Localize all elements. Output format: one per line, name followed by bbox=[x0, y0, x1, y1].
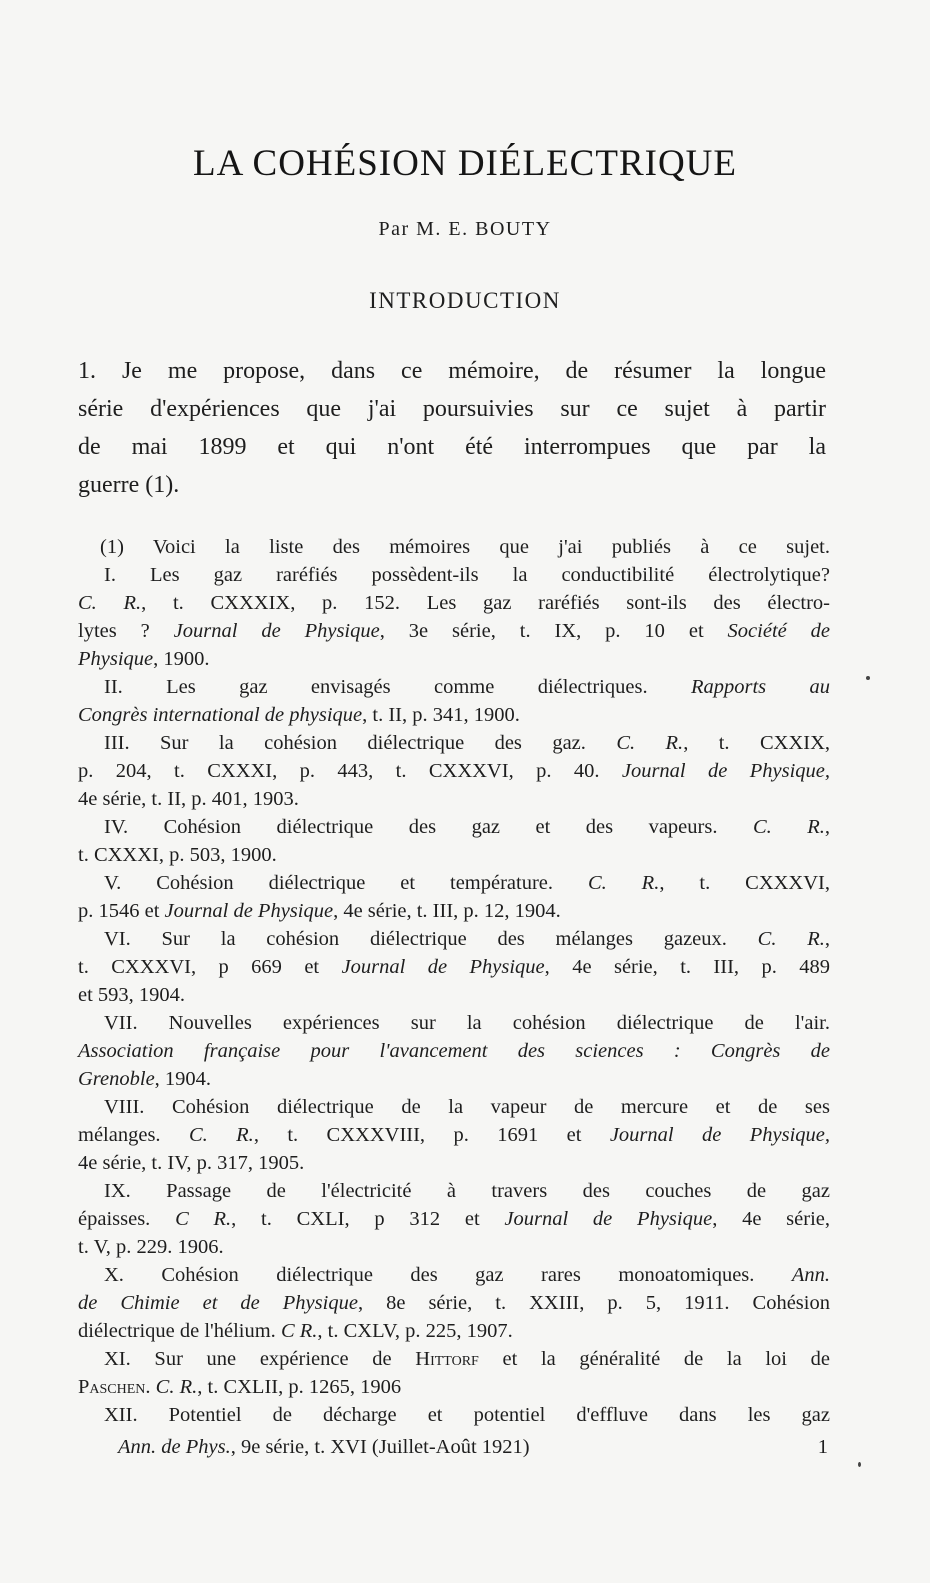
footnote-line bbox=[78, 1261, 830, 1289]
footnote-line bbox=[78, 1289, 830, 1317]
footnote-text: mélanges. bbox=[78, 1124, 189, 1146]
footnote-text: épaisses. bbox=[78, 1208, 176, 1230]
footnote-line bbox=[78, 813, 830, 841]
section-heading: INTRODUCTION bbox=[369, 288, 561, 313]
footer-text: , 9e série, t. XVI (Juillet-Août 1921) bbox=[230, 1436, 530, 1458]
author-name: Paschen bbox=[78, 1376, 146, 1398]
journal-title: Congrès international de physique bbox=[78, 704, 363, 726]
page-number: 1 bbox=[817, 1436, 828, 1458]
footnote-line bbox=[78, 757, 830, 785]
footnote-text: , 3e série, t. IX, p. 10 et bbox=[379, 620, 728, 642]
footnote-text: , t. CXLV, p. 225, 1907. bbox=[317, 1320, 513, 1342]
footnote-line: XII. Potentiel de décharge et potentiel d'effluve dans les gaz bbox=[104, 1404, 830, 1426]
footnote-line: Association française pour l'avancement des sciences : Congrès de bbox=[78, 1040, 830, 1062]
footnote-text: t. CXXXVI, p 669 et bbox=[78, 956, 342, 978]
footnote-line: t. V, p. 229. 1906. bbox=[78, 1236, 224, 1258]
journal-abbrev: C. R. bbox=[188, 1124, 254, 1146]
journal-title: Journal de Physique bbox=[341, 956, 545, 978]
footnote-line bbox=[78, 897, 830, 925]
footnote-line: 4e série, t. IV, p. 317, 1905. bbox=[78, 1152, 305, 1174]
footnote-text: p. 204, t. CXXXI, p. 443, t. CXXXVI, p. 40. bbox=[78, 760, 622, 782]
footnote-text: VI. Sur la cohésion diélectrique des mélanges gazeux. bbox=[104, 928, 758, 950]
scan-speck bbox=[858, 1462, 861, 1467]
footnote-line: I. Les gaz raréfiés possèdent-ils la conductibilité électrolytique? bbox=[104, 564, 830, 586]
footnote-line bbox=[78, 729, 830, 757]
footnote-line: VIII. Cohésion diélectrique de la vapeur de mercure et de ses bbox=[104, 1096, 830, 1118]
footnote-text: II. Les gaz envisagés comme diélectriques. bbox=[104, 676, 691, 698]
footnote-text: , t. CXXXIX, p. 152. Les gaz raréfiés sont-ils des électro- bbox=[141, 592, 830, 614]
journal-abbrev: C R. bbox=[280, 1320, 318, 1342]
footnote-text: , t. CXXXVI, bbox=[659, 872, 830, 894]
journal-title: Journal de Physique bbox=[504, 1208, 713, 1230]
footnote-line bbox=[78, 701, 830, 729]
article-title: LA COHÉSION DIÉLECTRIQUE bbox=[192, 143, 737, 184]
footnote-line: VII. Nouvelles expériences sur la cohésion diélectrique de l'air. bbox=[104, 1012, 830, 1034]
intro-paragraph bbox=[78, 352, 826, 504]
scan-speck bbox=[866, 676, 870, 680]
footnote-line: (1) Voici la liste des mémoires que j'ai publiés à ce sujet. bbox=[100, 536, 830, 558]
journal-title: Journal de Physique bbox=[164, 900, 334, 922]
footnote-text: , t. CXXXVIII, p. 1691 et bbox=[253, 1124, 610, 1146]
footnote-text: , bbox=[824, 816, 830, 838]
journal-title: Ann. de Phys. bbox=[118, 1436, 231, 1458]
footnote-line bbox=[78, 1317, 830, 1345]
footnote-text: III. Sur la cohésion diélectrique des gaz. bbox=[104, 732, 617, 754]
footnote-text: , 4e série, t. III, p. 489 bbox=[544, 956, 830, 978]
footnote-text: V. Cohésion diélectrique et température. bbox=[104, 872, 588, 894]
journal-title: Société de bbox=[727, 620, 830, 642]
footnote-text: IV. Cohésion diélectrique des gaz et des vapeurs. bbox=[104, 816, 753, 838]
journal-abbrev: C. R. bbox=[587, 872, 660, 894]
footnote-line: 4e série, t. II, p. 401, 1903. bbox=[78, 788, 299, 810]
journal-title: Ann. bbox=[791, 1264, 830, 1286]
footnote-text: , t. CXLII, p. 1265, 1906 bbox=[197, 1376, 402, 1398]
journal-abbrev: C. R. bbox=[752, 816, 825, 838]
footnote-line bbox=[78, 1065, 830, 1093]
journal-abbrev: C R. bbox=[175, 1208, 232, 1230]
journal-title: de Chimie et de Physique bbox=[78, 1292, 358, 1314]
journal-abbrev: C. R. bbox=[616, 732, 684, 754]
footnote-text: X. Cohésion diélectrique des gaz rares monoatomiques. bbox=[104, 1264, 792, 1286]
journal-abbrev: C. R. bbox=[155, 1376, 198, 1398]
footnote-list bbox=[78, 533, 830, 1429]
journal-title: Physique bbox=[78, 648, 154, 670]
intro-line: série d'expériences que j'ai poursuivies sur ce sujet à partir bbox=[78, 396, 826, 422]
footnote-text: XI. Sur une expérience de bbox=[104, 1348, 416, 1370]
intro-line: guerre (1). bbox=[78, 472, 180, 498]
footnote-line: et 593, 1904. bbox=[78, 984, 186, 1006]
intro-line: de mai 1899 et qui n'ont été interrompues que par la bbox=[78, 434, 826, 460]
footnote-line bbox=[78, 1205, 830, 1233]
footnote-line bbox=[78, 869, 830, 897]
footnote-text: , 4e série, t. III, p. 12, 1904. bbox=[333, 900, 561, 922]
footnote-line: t. CXXXI, p. 503, 1900. bbox=[78, 844, 277, 866]
footnote-line: IX. Passage de l'électricité à travers des couches de gaz bbox=[104, 1180, 830, 1202]
footnote-line bbox=[78, 1121, 830, 1149]
article-author: Par M. E. BOUTY bbox=[378, 218, 552, 240]
footnote-text: , 8e série, t. XXIII, p. 5, 1911. Cohésion bbox=[357, 1292, 830, 1314]
footnote-line bbox=[78, 617, 830, 645]
footnote-line bbox=[78, 925, 830, 953]
journal-title: Journal de Physique bbox=[173, 620, 380, 642]
footnote-text: . bbox=[145, 1376, 156, 1398]
journal-reference bbox=[118, 1433, 530, 1461]
journal-title: Journal de Physique, bbox=[609, 1124, 831, 1146]
footnote-line bbox=[78, 1373, 830, 1401]
footnote-text: , t. II, p. 341, 1900. bbox=[362, 704, 520, 726]
footnote-text: et la généralité de la loi de bbox=[478, 1348, 830, 1370]
footnote-text: , t. CXXIX, bbox=[683, 732, 831, 754]
footnote-line bbox=[78, 953, 830, 981]
footnote-text: p. 1546 et bbox=[78, 900, 165, 922]
footnote-text: , 1900. bbox=[153, 648, 210, 670]
footnote-text: lytes ? bbox=[78, 620, 174, 642]
footnote-text: , 1904. bbox=[154, 1068, 212, 1090]
footnote-line bbox=[78, 1345, 830, 1373]
journal-title: Grenoble bbox=[78, 1068, 155, 1090]
footnote-text: , 4e série, bbox=[712, 1208, 830, 1230]
footnote-line bbox=[78, 673, 830, 701]
footnote-text: , bbox=[824, 928, 830, 950]
journal-abbrev: C. R. bbox=[78, 592, 142, 614]
journal-title: Journal de Physique, bbox=[621, 760, 830, 782]
journal-title: Rapports au bbox=[690, 676, 830, 698]
footnote-text: , t. CXLI, p 312 et bbox=[231, 1208, 505, 1230]
footnote-line bbox=[78, 645, 830, 673]
footnote-text: diélectrique de l'hélium. bbox=[78, 1320, 281, 1342]
journal-abbrev: C. R. bbox=[757, 928, 825, 950]
footnote-line bbox=[78, 589, 830, 617]
intro-line: 1. Je me propose, dans ce mémoire, de résumer la longue bbox=[78, 358, 826, 384]
author-name: Hittorf bbox=[415, 1348, 479, 1370]
